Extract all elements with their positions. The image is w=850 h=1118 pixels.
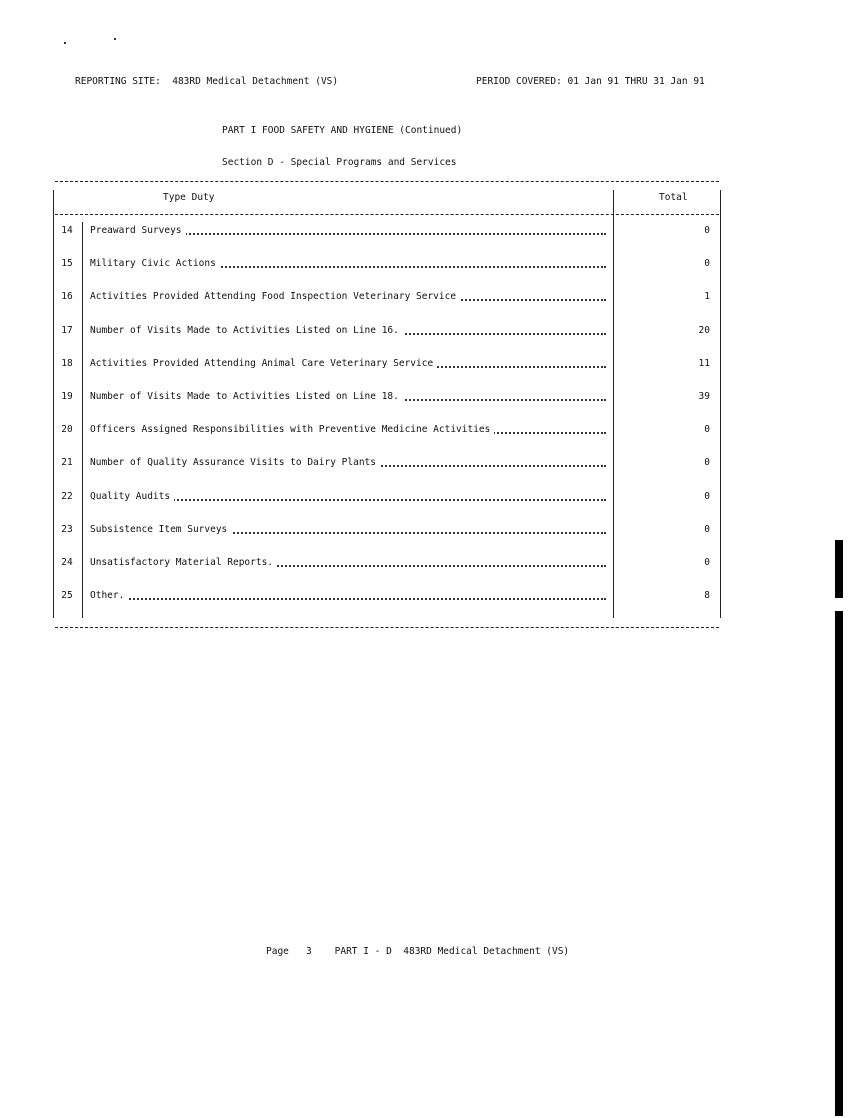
line-number: 16 [61,291,73,303]
duty-label: Activities Provided Attending Animal Care Veterinary Service [90,358,437,369]
table-bottom-rule [55,627,719,628]
table-row [0,325,850,358]
scan-edge-bar [835,611,843,1116]
column-header-type-duty: Type Duty [163,192,215,203]
duty-description [90,225,610,237]
total-value: 0 [704,523,710,535]
total-value: 0 [704,557,710,568]
duty-label: Activities Provided Attending Food Inspection Veterinary Service [90,291,460,302]
line-number: 17 [61,324,73,336]
duty-label: Other. [90,590,128,601]
table-row [0,225,850,258]
duty-label: Number of Visits Made to Activities Listed on Line 16. [90,325,403,336]
line-number: 25 [61,590,73,602]
total-value: 0 [704,490,710,502]
duty-label: Military Civic Actions [90,258,220,269]
table-row [0,358,850,391]
line-number: 14 [61,225,73,236]
duty-label: Officers Assigned Responsibilities with Preventive Medicine Activities [90,424,494,435]
duty-description [90,391,610,403]
part-title: PART I FOOD SAFETY AND HYGIENE (Continued) [222,125,463,136]
table-top-rule [55,181,719,182]
scan-edge-bar [835,540,843,598]
total-value: 39 [698,391,710,402]
total-value: 0 [704,225,710,236]
period-covered: PERIOD COVERED: 01 Jan 91 THRU 31 Jan 91 [476,76,705,87]
line-number: 20 [61,424,73,436]
duty-description [90,291,610,303]
scan-speck [64,42,66,44]
table-row [0,457,850,490]
table-row [0,557,850,590]
duty-label: Number of Quality Assurance Visits to Dairy Plants [90,457,380,468]
page-footer: Page 3 PART I - D 483RD Medical Detachment (VS) [266,946,570,957]
duty-description [90,491,610,503]
duty-description [90,457,610,469]
line-number: 23 [61,523,73,535]
line-number: 15 [61,258,73,270]
duty-label: Number of Visits Made to Activities Listed on Line 18. [90,391,403,402]
duty-label: Subsistence Item Surveys [90,524,231,535]
table-row [0,391,850,424]
table-row [0,590,850,623]
line-number: 19 [61,391,73,402]
total-value: 0 [704,258,710,270]
dot-leader [90,598,606,600]
duty-description [90,557,610,569]
duty-description [90,524,610,536]
total-value: 11 [698,357,710,369]
total-value: 0 [704,424,710,436]
duty-description [90,424,610,436]
table-row [0,524,850,557]
duty-description [90,590,610,602]
line-number: 21 [61,457,73,469]
total-value: 1 [704,291,710,303]
total-value: 0 [704,457,710,469]
table-row [0,258,850,291]
scan-speck [114,38,116,40]
column-header-total: Total [659,192,688,203]
duty-label: Preaward Surveys [90,225,186,236]
total-value: 20 [698,324,710,336]
duty-description [90,325,610,337]
table-row [0,491,850,524]
duty-label: Quality Audits [90,491,174,502]
duty-description [90,358,610,370]
line-number: 22 [61,490,73,502]
line-number: 18 [61,357,73,369]
total-value: 8 [704,590,710,602]
section-title: Section D - Special Programs and Services [222,157,457,168]
header-rule [55,214,719,215]
table-row [0,291,850,324]
duty-label: Unsatisfactory Material Reports. [90,557,277,568]
table-row [0,424,850,457]
reporting-site: REPORTING SITE: 483RD Medical Detachment (VS) [75,76,339,87]
line-number: 24 [61,557,73,568]
duty-description [90,258,610,270]
